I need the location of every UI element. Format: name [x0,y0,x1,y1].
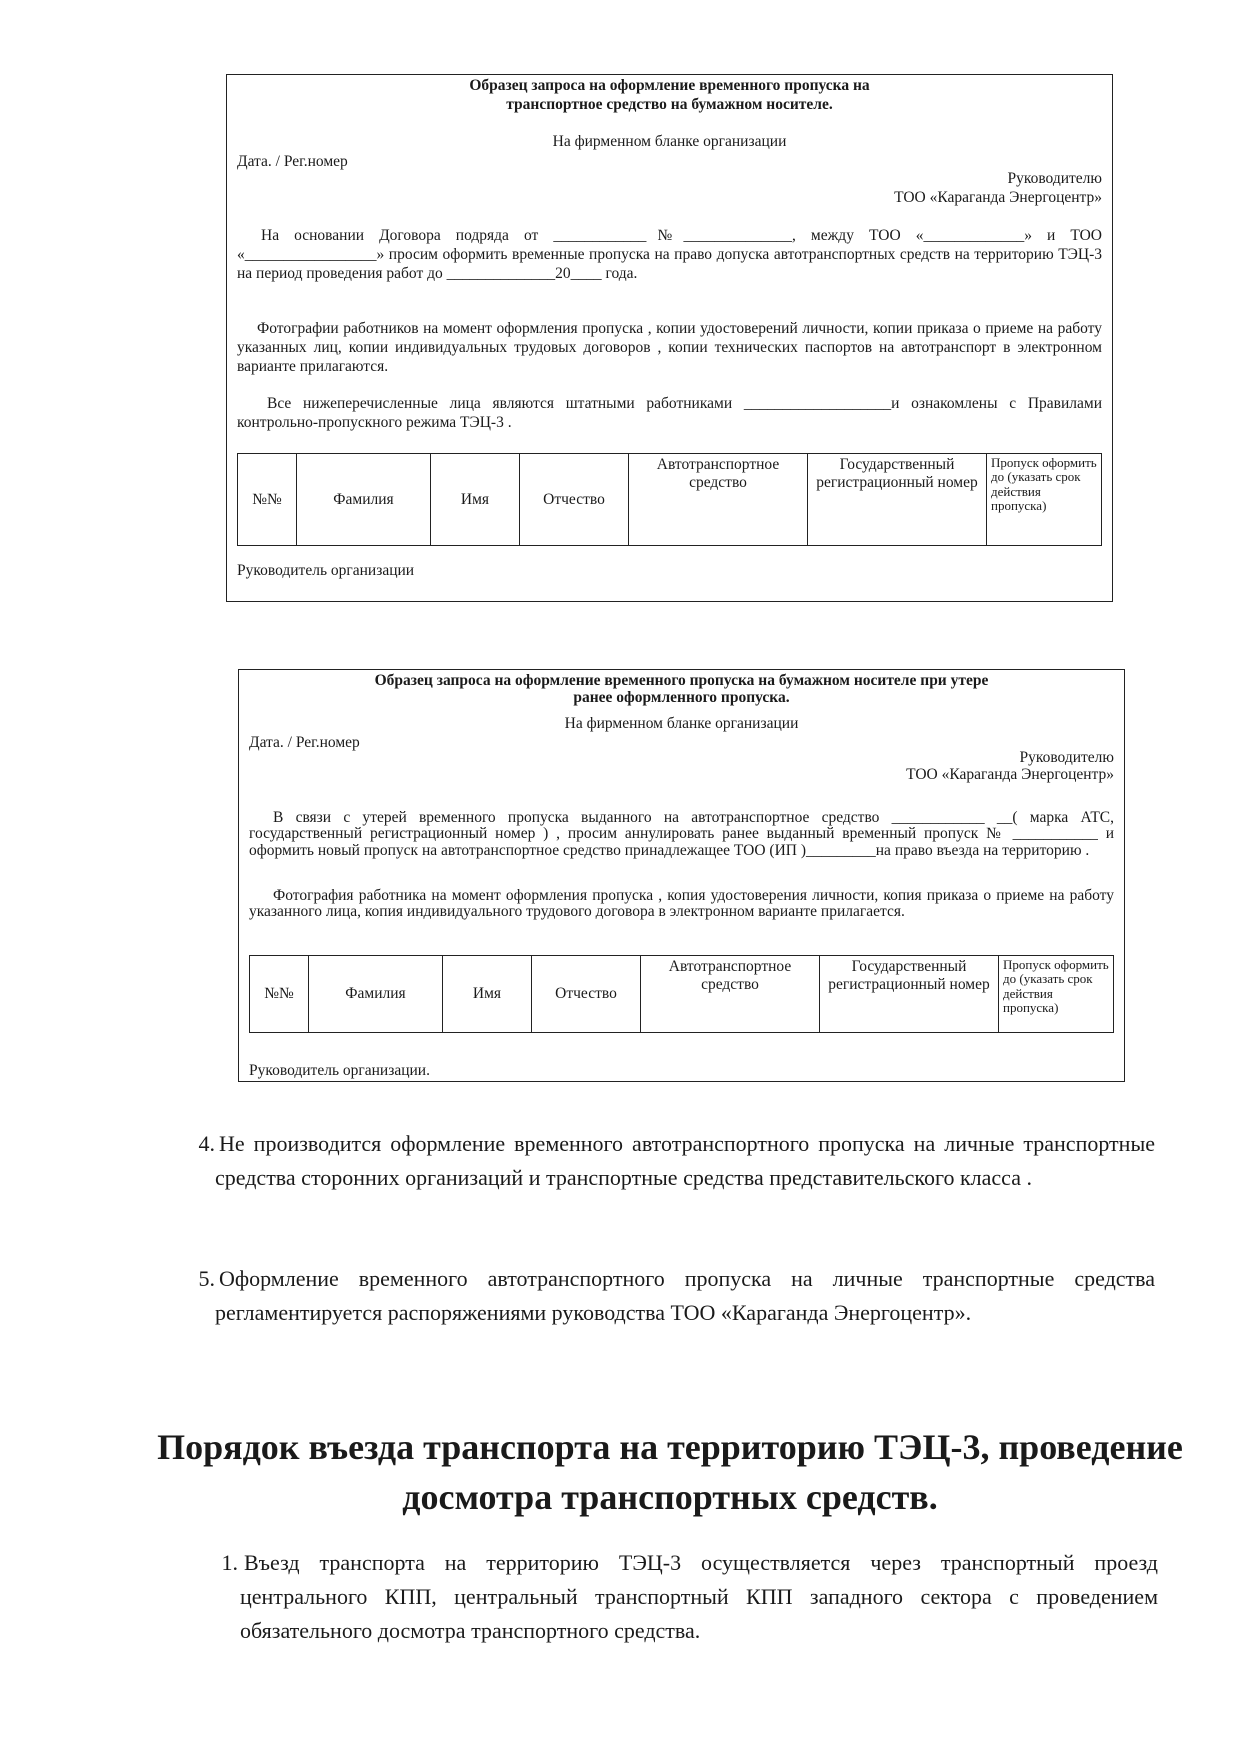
signature-line: Руководитель организации. [249,1062,430,1079]
signature-line: Руководитель организации [237,562,415,579]
list-item-number: 5. [198,1266,215,1291]
form-title-line1: Образец запроса на оформление временного пропуска на [469,77,870,94]
letterhead-note: На фирменном бланке организации [552,133,787,150]
col-surname: Фамилия [309,956,443,1033]
form-title-line2: транспортное средство на бумажном носителе. [506,96,833,113]
col-vehicle: Автотранспортное средство [629,454,808,546]
col-name: Имя [431,454,520,546]
addressee-line2: ТОО «Караганда Энергоцентр» [894,189,1102,206]
col-pass-valid-until: Пропуск оформить до (указать срок действия пропуска) [999,956,1114,1033]
addressee-line1: Руководителю [1019,749,1114,766]
date-reg-number: Дата. / Рег.номер [237,153,348,170]
addressee-line1: Руководителю [1007,170,1102,187]
col-number: №№ [238,454,297,546]
list-item-text: Не производится оформление временного автотранспортного пропуска на личные транспортные средства сторонних организаций и транспортные средства представительского класса . [215,1131,1155,1190]
addressee-line2: ТОО «Караганда Энергоцентр» [906,766,1114,783]
attachments-paragraph: Фотографии работников на момент оформления пропуска , копии удостоверений личности, копии приказа о приеме на работу указанных лиц, копии индивидуальных трудовых договоров , копии технических паспортов на автотранспорт в электронном варианте прилагаются. [237,320,1102,375]
col-number: №№ [250,956,309,1033]
list-item-text: Въезд транспорта на территорию ТЭЦ-3 осуществляется через транспортный проезд центрального КПП, центральный транспортный КПП западного сектора с проведением обязательного досмотра транспортного средства. [240,1550,1158,1643]
attachments-paragraph: Фотография работника на момент оформления пропуска , копия удостоверения личности, копия приказа о приеме на работу указанного лица, копия индивидуального трудового договора в электронном варианте прилагается. [249,887,1114,921]
list-item-text: Оформление временного автотранспортного пропуска на личные транспортные средства регламентируется распоряжениями руководства ТОО «Караганда Энергоцентр». [215,1266,1155,1325]
letterhead-note: На фирменном бланке организации [564,715,799,732]
date-reg-number: Дата. / Рег.номер [249,734,360,751]
staff-paragraph: Все нижеперечисленные лица являются штатными работниками ___________________и ознакомлены с Правилами контрольно-пропускного режима ТЭЦ-3 . [237,395,1102,431]
request-paragraph: На основании Договора подряда от ____________№______________, между ТОО «_____________» и ТОО «_________________» просим оформить временные пропуска на право допуска автотранспортных средств на территорию ТЭЦ-3 на период проведения работ до ______________20____ года. [237,227,1102,282]
col-reg-number: Государственный регистрационный номер [820,956,999,1033]
request-paragraph: В связи с утерей временного пропуска выданного на автотранспортное средство ____________ __( марка АТС, государственный регистрационный номер ) , просим аннулировать ранее выданный временный пропуск № ___________ и оформить новый пропуск на автотранспортное средство принадлежащее ТОО (ИП )_________на право въезда на территорию . [249,809,1114,859]
col-patronymic: Отчество [520,454,629,546]
section-heading: Порядок въезда транспорта на территорию ТЭЦ-3, проведение досмотра транспортных средств. [157,1427,1183,1517]
col-pass-valid-until: Пропуск оформить до (указать срок действия пропуска) [987,454,1102,546]
col-vehicle: Автотранспортное средство [641,956,820,1033]
col-patronymic: Отчество [532,956,641,1033]
col-name: Имя [443,956,532,1033]
list-item-number: 1. [221,1550,238,1575]
col-surname: Фамилия [297,454,431,546]
col-reg-number: Государственный регистрационный номер [808,454,987,546]
form-title-line2: ранее оформленного пропуска. [573,689,790,706]
form-title-line1: Образец запроса на оформление временного пропуска на бумажном носителе при утере [374,672,989,689]
list-item-number: 4. [198,1131,215,1156]
